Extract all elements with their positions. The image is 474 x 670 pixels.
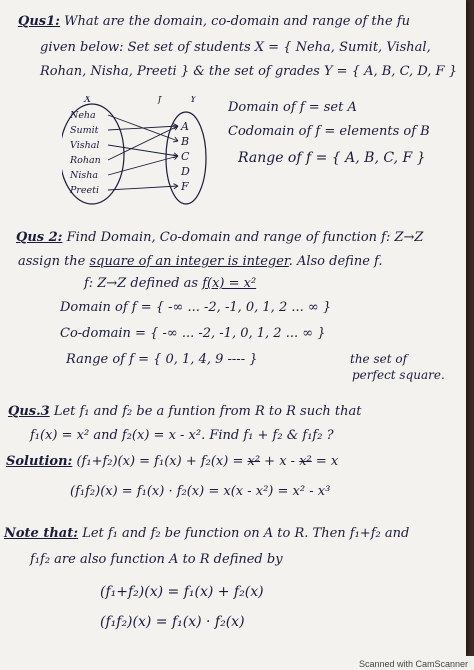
q1-label: Qus1: bbox=[18, 14, 60, 29]
q2-codomain: Co-domain = { -∞ ... -2, -1, 0, 1, 2 ... ∞ } bbox=[60, 326, 326, 341]
q2-line-1 bbox=[16, 230, 423, 245]
note-eq-2: (f₁f₂)(x) = f₁(x) · f₂(x) bbox=[100, 614, 245, 630]
grade-label: C bbox=[181, 150, 190, 163]
sol1-d: x² bbox=[299, 454, 312, 469]
watermark: Scanned with CamScanner bbox=[358, 659, 468, 669]
mapping-diagram bbox=[62, 96, 222, 208]
q2-text-2c: . Also define f. bbox=[288, 254, 383, 269]
q2-note-2: perfect square. bbox=[352, 368, 445, 382]
q2-text-1: Find Domain, Co-domain and range of function f: Z→Z bbox=[66, 230, 424, 245]
note-eq-1: (f₁+f₂)(x) = f₁(x) + f₂(x) bbox=[100, 584, 264, 600]
grade-label: A bbox=[181, 120, 189, 133]
q3-solution-1 bbox=[6, 454, 338, 469]
q1-range: Range of f = { A, B, C, F } bbox=[238, 150, 426, 166]
q2-range: Range of f = { 0, 1, 4, 9 ---- } bbox=[66, 352, 258, 367]
q1-codomain: Codomain of f = elements of B bbox=[228, 124, 430, 139]
q1-text-1: What are the domain, co-domain and range of the fu bbox=[64, 14, 410, 29]
sol1-a: (f₁+f₂)(x) = f₁(x) + f₂(x) = bbox=[76, 454, 248, 469]
q2-text-2b: square of an integer is integer bbox=[89, 254, 289, 269]
student-label: Vishal bbox=[70, 140, 100, 151]
grade-label: F bbox=[181, 180, 189, 193]
note-line-1 bbox=[4, 526, 409, 541]
q3-solution-2: (f₁f₂)(x) = f₁(x) · f₂(x) = x(x - x²) = x² - x³ bbox=[70, 484, 331, 499]
q1-line-2: given below: Set set of students X = { Neha, Sumit, Vishal, bbox=[40, 40, 431, 55]
q3-label: Qus.3 bbox=[8, 404, 50, 419]
q1-line-1 bbox=[18, 14, 410, 29]
student-label: Neha bbox=[70, 110, 96, 121]
q2-line-2 bbox=[18, 254, 383, 269]
student-label: Preeti bbox=[70, 185, 100, 196]
student-label: Sumit bbox=[70, 125, 99, 136]
q2-domain: Domain of f = { -∞ ... -2, -1, 0, 1, 2 ... ∞ } bbox=[60, 300, 332, 315]
footer bbox=[0, 656, 474, 670]
set-f-name: f bbox=[158, 96, 162, 105]
sol1-e: = x bbox=[311, 454, 339, 469]
q2-line-3 bbox=[84, 276, 256, 291]
q1-domain: Domain of f = set A bbox=[228, 100, 357, 115]
note-line-2: f₁f₂ are also function A to R defined by bbox=[30, 552, 283, 567]
mapping-arrow bbox=[108, 145, 178, 156]
note-label: Note that: bbox=[4, 526, 79, 541]
q1-line-3: Rohan, Nisha, Preeti } & the set of grades Y = { A, B, C, D, F } bbox=[40, 64, 457, 79]
q2-text-2a: assign the bbox=[18, 254, 90, 269]
student-label: Nisha bbox=[70, 170, 99, 181]
solution-label: Solution: bbox=[6, 454, 73, 469]
q3-line-2: f₁(x) = x² and f₂(x) = x - x². Find f₁ + f₂ & f₁f₂ ? bbox=[30, 428, 334, 443]
student-label: Rohan bbox=[70, 155, 101, 166]
sol1-b: x² bbox=[247, 454, 261, 469]
q2-label: Qus 2: bbox=[16, 230, 63, 245]
q3-line-1 bbox=[8, 404, 361, 419]
mapping-arrow bbox=[108, 186, 178, 190]
q2-text-3b: f(x) = x² bbox=[202, 276, 257, 291]
q2-note-1: the set of bbox=[350, 352, 408, 366]
set-x-name: X bbox=[84, 96, 92, 105]
q2-text-3a: f: Z→Z defined as bbox=[84, 276, 203, 291]
sol1-c: + x - bbox=[260, 454, 300, 469]
set-y-name: Y bbox=[190, 96, 197, 105]
note-text-1: Let f₁ and f₂ be function on A to R. Then f₁+f₂ and bbox=[82, 526, 410, 541]
grade-label: B bbox=[181, 135, 190, 148]
grade-label: D bbox=[181, 165, 190, 178]
q3-text-1: Let f₁ and f₂ be a funtion from R to R such that bbox=[53, 404, 362, 419]
